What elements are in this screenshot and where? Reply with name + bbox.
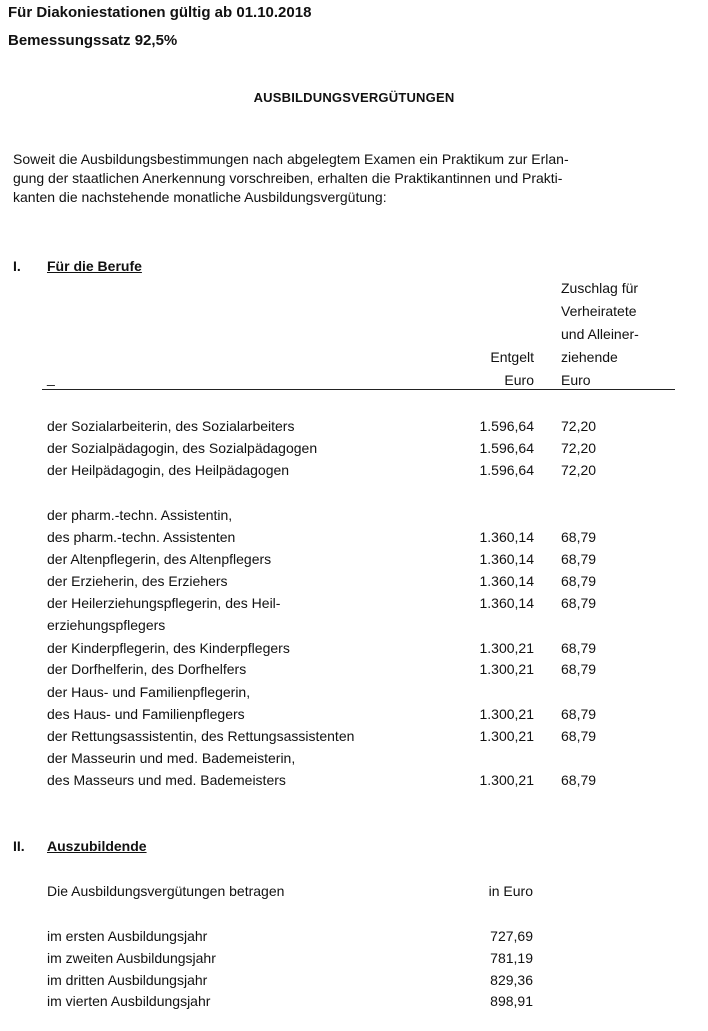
header-dash: _ [47, 370, 55, 386]
table-row-entgelt: 1.596,64 [479, 418, 534, 434]
table-row-zuschlag: 68,79 [561, 728, 597, 744]
header-rate: Bemessungssatz 92,5% [8, 32, 178, 49]
year-row-value: 781,19 [490, 950, 533, 966]
year-row-label: im vierten Ausbildungsjahr [47, 993, 211, 1009]
table-row-entgelt: 1.596,64 [479, 440, 534, 456]
zuschlag-header-line: Euro [561, 372, 591, 388]
intro-line: Soweit die Ausbildungsbestimmungen nach abgelegtem Examen ein Praktikum zur Erlan- [13, 151, 569, 167]
section2-unit: in Euro [488, 883, 533, 899]
section1-numeral: I. [13, 258, 21, 274]
year-row-value: 727,69 [490, 928, 533, 944]
table-row-label: der Masseurin und med. Bademeisterin, [47, 750, 296, 766]
table-row-label: der Erzieherin, des Erziehers [47, 573, 228, 589]
zuschlag-header-line: Zuschlag für [561, 280, 639, 296]
table-row-label: der Heilerziehungspflegerin, des Heil- [47, 595, 281, 611]
table-row-label: erziehungspflegers [47, 617, 166, 633]
section1-heading: Für die Berufe [47, 258, 142, 274]
table-row-label: der Rettungsassistentin, des Rettungsassistenten [47, 728, 355, 744]
year-row-value: 898,91 [490, 993, 533, 1009]
entgelt-header-line: Euro [504, 372, 534, 388]
zuschlag-header-line: und Alleiner- [561, 326, 639, 342]
table-row-label: der Haus- und Familienpflegerin, [47, 684, 251, 700]
table-row-zuschlag: 72,20 [561, 462, 597, 478]
table-row-entgelt: 1.360,14 [479, 595, 534, 611]
intro-line: gung der staatlichen Anerkennung vorschreiben, erhalten die Praktikantinnen und Prakti- [13, 170, 563, 186]
table-row-zuschlag: 68,79 [561, 661, 597, 677]
table-row-zuschlag: 68,79 [561, 551, 597, 567]
table-row-label: der Altenpflegerin, des Altenpflegers [47, 551, 272, 567]
zuschlag-header-line: Verheiratete [561, 303, 637, 319]
table-row-zuschlag: 72,20 [561, 440, 597, 456]
year-row-label: im zweiten Ausbildungsjahr [47, 950, 216, 966]
document-title: AUSBILDUNGSVERGÜTUNGEN [253, 90, 455, 105]
table-row-entgelt: 1.300,21 [479, 706, 534, 722]
table-row-label: des Haus- und Familienpflegers [47, 706, 245, 722]
intro-paragraph [13, 150, 673, 207]
table-row-entgelt: 1.300,21 [479, 772, 534, 788]
header-divider [42, 389, 675, 390]
table-row-label: der Heilpädagogin, des Heilpädagogen [47, 462, 290, 478]
table-row-zuschlag: 68,79 [561, 706, 597, 722]
table-row-entgelt: 1.360,14 [479, 529, 534, 545]
table-row-label: des Masseurs und med. Bademeisters [47, 772, 286, 788]
table-row-label: des pharm.-techn. Assistenten [47, 529, 236, 545]
intro-line: kanten die nachstehende monatliche Ausbildungsvergütung: [13, 189, 387, 205]
table-row-zuschlag: 68,79 [561, 573, 597, 589]
year-row-label: im ersten Ausbildungsjahr [47, 928, 208, 944]
table-row-entgelt: 1.300,21 [479, 661, 534, 677]
table-row-zuschlag: 68,79 [561, 595, 597, 611]
table-row-label: der pharm.-techn. Assistentin, [47, 507, 233, 523]
header-validity: Für Diakoniestationen gültig ab 01.10.2018 [8, 4, 312, 21]
column-header-zuschlag [561, 277, 639, 392]
table-row-entgelt: 1.300,21 [479, 728, 534, 744]
table-row-entgelt: 1.300,21 [479, 640, 534, 656]
section2-numeral: II. [13, 838, 25, 854]
zuschlag-header-line: ziehende [561, 349, 618, 365]
section2-intro: Die Ausbildungsvergütungen betragen [47, 883, 285, 899]
column-header-entgelt [442, 346, 534, 392]
table-row-entgelt: 1.360,14 [479, 551, 534, 567]
year-row-label: im dritten Ausbildungsjahr [47, 972, 208, 988]
table-row-label: der Sozialarbeiterin, des Sozialarbeiters [47, 418, 295, 434]
entgelt-header-line: Entgelt [490, 349, 534, 365]
section2-heading: Auszubildende [47, 838, 147, 854]
table-row-zuschlag: 68,79 [561, 529, 597, 545]
table-row-label: der Sozialpädagogin, des Sozialpädagogen [47, 440, 318, 456]
year-row-value: 829,36 [490, 972, 533, 988]
table-row-label: der Kinderpflegerin, des Kinderpflegers [47, 640, 290, 656]
table-row-zuschlag: 68,79 [561, 772, 597, 788]
table-row-zuschlag: 72,20 [561, 418, 597, 434]
table-row-entgelt: 1.360,14 [479, 573, 534, 589]
table-row-label: der Dorfhelferin, des Dorfhelfers [47, 661, 247, 677]
table-row-entgelt: 1.596,64 [479, 462, 534, 478]
table-row-zuschlag: 68,79 [561, 640, 597, 656]
